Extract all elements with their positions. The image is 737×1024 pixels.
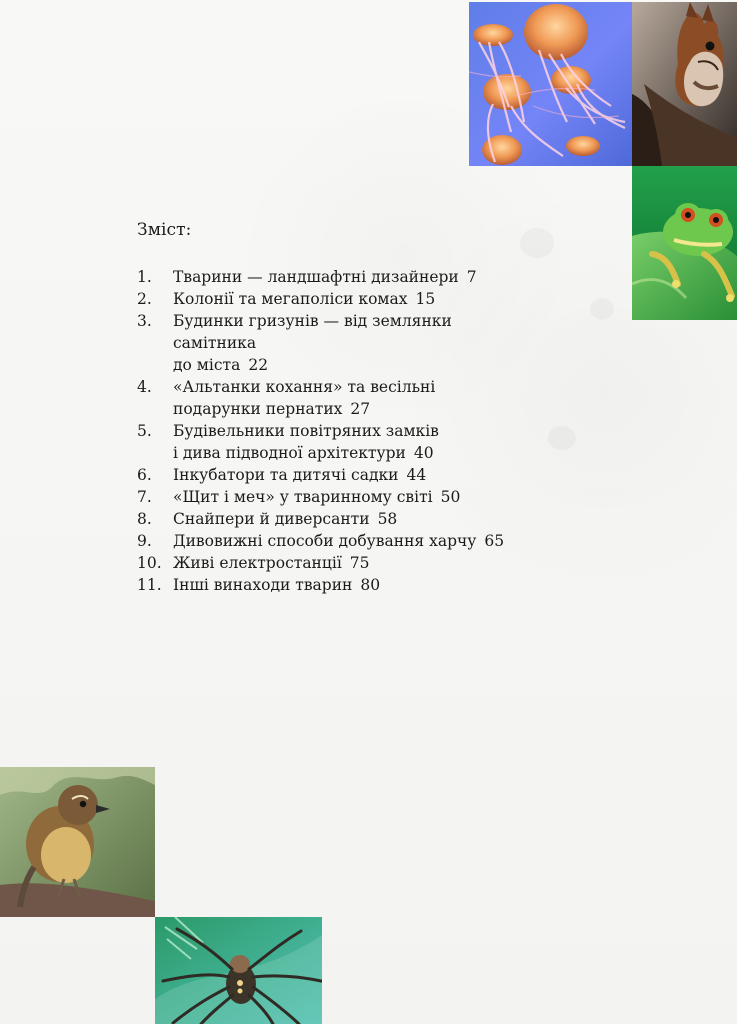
- toc-page-number: 80: [360, 576, 381, 594]
- toc-item: [137, 288, 532, 310]
- toc-entry-text: [173, 464, 532, 486]
- toc-page-number: 15: [415, 290, 436, 308]
- toc-entry-line: [173, 486, 532, 508]
- toc-title: Зміст:: [137, 220, 192, 240]
- toc-number: 8.: [137, 510, 152, 528]
- toc-entry-line: [173, 464, 532, 486]
- toc-entry-title: Інкубатори та дитячі садки: [173, 466, 399, 484]
- toc-item: [137, 508, 532, 530]
- toc-entry-text: [173, 310, 532, 376]
- toc-entry-text: [173, 376, 532, 420]
- toc-page-number: 44: [406, 466, 427, 484]
- toc-number: 4.: [137, 378, 152, 396]
- toc-page-number: 40: [413, 444, 434, 462]
- toc-number: 10.: [137, 554, 162, 572]
- toc-item: [137, 530, 532, 552]
- toc-entry-title: подарунки пернатих: [173, 400, 343, 418]
- toc-item: [137, 420, 532, 464]
- toc-page-number: 22: [248, 356, 269, 374]
- toc-entry-text: [173, 508, 532, 530]
- paper-mark: [590, 298, 614, 320]
- frog-photo: [632, 166, 737, 320]
- toc-entry-line: [173, 552, 532, 574]
- toc-entry-text: [173, 486, 532, 508]
- toc-number: 2.: [137, 290, 152, 308]
- toc-entry-title: і дива підводної архітектури: [173, 444, 406, 462]
- jellyfish-photo: [469, 2, 632, 166]
- toc-entry-title: Снайпери й диверсанти: [173, 510, 370, 528]
- paper-mark: [548, 426, 576, 450]
- toc-entry-title: Інші винаходи тварин: [173, 576, 353, 594]
- toc-entry-line: [173, 266, 532, 288]
- paper-mark: [520, 228, 554, 258]
- toc-number: 9.: [137, 532, 152, 550]
- toc-entry-line: [173, 574, 532, 596]
- toc-page-number: 7: [466, 268, 477, 286]
- toc-number: 1.: [137, 268, 152, 286]
- bird-photo: [0, 767, 155, 917]
- toc-item: [137, 486, 532, 508]
- toc-item: [137, 574, 532, 596]
- toc-entry-title: Колонії та мегаполіси комах: [173, 290, 408, 308]
- toc-number: 5.: [137, 422, 152, 440]
- toc-entry-line: «Альтанки кохання» та весільні: [173, 378, 436, 396]
- toc-item: [137, 310, 532, 376]
- toc-entry-text: [173, 552, 532, 574]
- toc-entry-line: [173, 508, 532, 530]
- toc-page-number: 27: [350, 400, 371, 418]
- toc-page-number: 65: [484, 532, 505, 550]
- toc-item: [137, 376, 532, 420]
- toc-entry-line: Будинки гризунів — від землянки самітника: [173, 312, 452, 352]
- toc-entry-line: [173, 288, 532, 310]
- toc-page-number: 75: [349, 554, 370, 572]
- squirrel-photo: [632, 2, 737, 166]
- toc-item: [137, 552, 532, 574]
- toc-number: 11.: [137, 576, 162, 594]
- toc-entry-text: [173, 574, 532, 596]
- toc-number: 6.: [137, 466, 152, 484]
- toc-entry-line: [173, 442, 532, 464]
- spider-photo: [155, 917, 322, 1024]
- toc-item: [137, 464, 532, 486]
- toc-number: 3.: [137, 312, 152, 330]
- toc-item: [137, 266, 532, 288]
- toc-entry-line: [173, 530, 532, 552]
- toc-page-number: 58: [377, 510, 398, 528]
- toc-page-number: 50: [440, 488, 461, 506]
- toc-entry-line: [173, 398, 532, 420]
- toc-entry-text: [173, 530, 532, 552]
- toc-entry-text: [173, 288, 532, 310]
- toc-entry-title: до міста: [173, 356, 241, 374]
- toc-entry-line: Будівельники повітряних замків: [173, 422, 439, 440]
- toc-entry-text: [173, 420, 532, 464]
- toc-entry-title: «Щит і меч» у тваринному світі: [173, 488, 433, 506]
- toc-entry-title: Живі електростанції: [173, 554, 342, 572]
- toc-entry-title: Тварини — ландшафтні дизайнери: [173, 268, 459, 286]
- table-of-contents: [137, 266, 532, 596]
- toc-entry-title: Дивовижні способи добування харчу: [173, 532, 477, 550]
- toc-number: 7.: [137, 488, 152, 506]
- toc-entry-line: [173, 354, 532, 376]
- toc-entry-text: [173, 266, 532, 288]
